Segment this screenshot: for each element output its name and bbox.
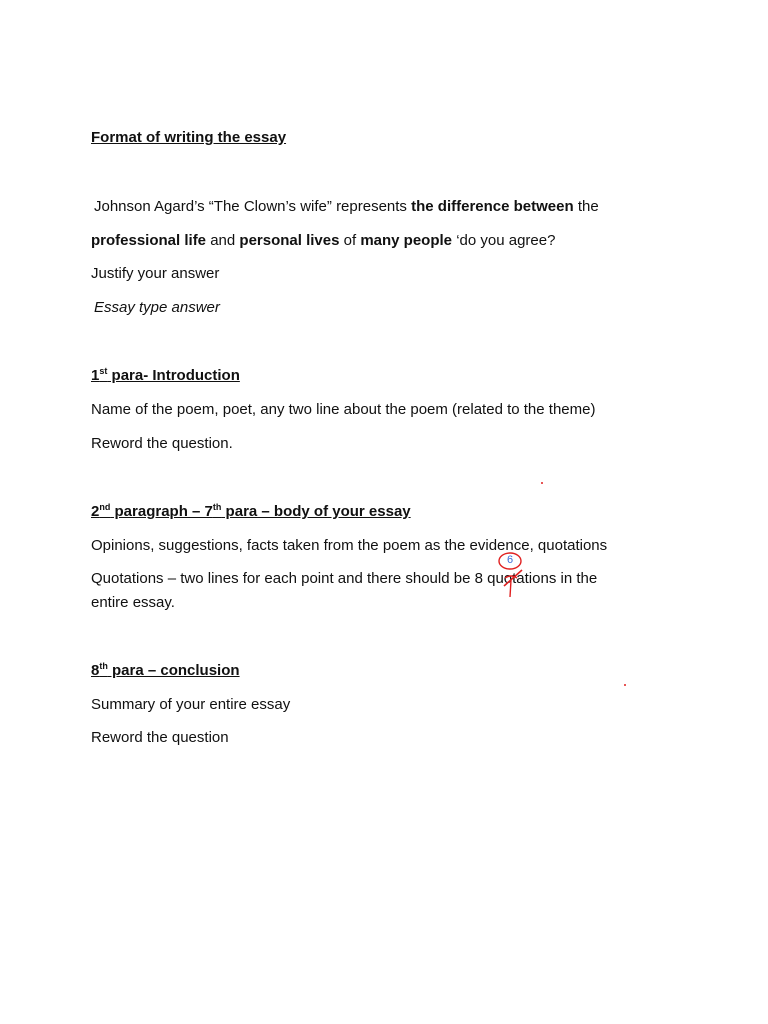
ordinal-suffix: st [99,366,108,376]
section-2-line-2 [91,569,597,589]
section-3-line-1: Summary of your entire essay [91,696,291,713]
question-text: and [206,232,240,249]
heading: Format of writing the essay [91,129,287,146]
section-title: para – body of your essay [221,503,411,520]
body-text: quotations in the [482,570,598,587]
red-dot [624,684,626,686]
section-title: paragraph – 7 [110,503,213,520]
ordinal-suffix: th [212,502,222,512]
question-line-2 [91,231,555,251]
question-text: Johnson Agard’s “The Clown’s wife” represents [94,198,412,215]
struck-number: 8 [474,570,483,587]
question-line-3: Justify your answer [91,265,220,282]
question-emphasis: the difference between [411,198,574,215]
question-emphasis: personal lives [239,232,340,249]
ordinal-suffix: nd [99,502,111,512]
section-2-heading [91,502,411,522]
section-number: 1 [91,367,100,384]
section-1-line-2: Reword the question. [91,435,233,452]
question-text: the [573,198,599,215]
red-dot [541,482,543,484]
ordinal-suffix: th [99,661,108,671]
section-2-line-1: Opinions, suggestions, facts taken from the poem as the evidence, quotations [91,537,608,554]
section-3-line-2: Reword the question [91,729,229,746]
section-number: 8 [91,662,100,679]
question-line-1 [94,197,599,217]
question-text: of [339,232,361,249]
correction-number: 6 [506,554,514,566]
section-1-line-1: Name of the poem, poet, any two line about the poem (related to the theme) [91,401,596,418]
question-emphasis: professional life [91,232,207,249]
section-1-heading [91,366,240,386]
section-title: para – conclusion [107,662,240,679]
section-2-line-3: entire essay. [91,594,175,611]
question-text: ‘do you agree? [452,232,556,249]
question-emphasis: many people [360,232,453,249]
body-text: Quotations – two lines for each point and there should be [91,570,475,587]
section-3-heading [91,661,240,681]
section-number: 2 [91,503,100,520]
section-title: para- Introduction [107,367,240,384]
essay-type-note: Essay type answer [94,299,220,316]
